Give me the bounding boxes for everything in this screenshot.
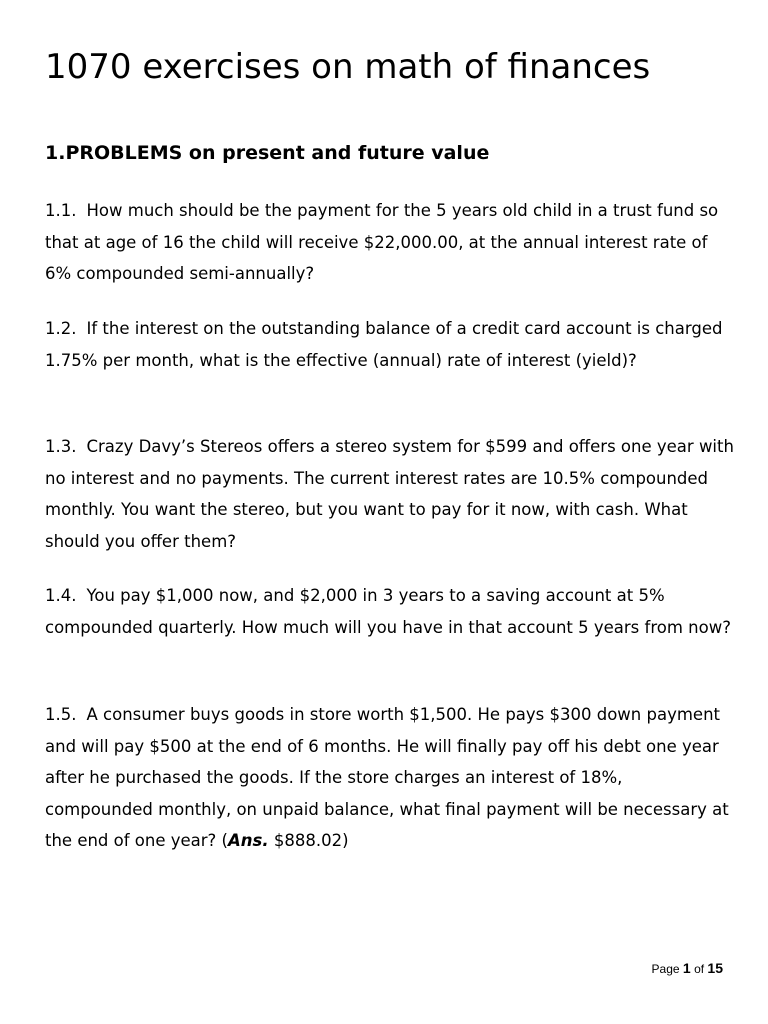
problem-number: 1.5. (45, 705, 77, 724)
problem-text: You pay $1,000 now, and $2,000 in 3 years to a saving account at 5% compounded quarterly. How much will you have in that account 5 years from now? (45, 586, 731, 637)
problem-1-5 (45, 699, 735, 857)
problem-text: If the interest on the outstanding balance of a credit card account is charged 1.75% per month, what is the effective (annual) rate of interest (yield)? (45, 319, 723, 370)
answer-value: $888.02) (268, 831, 349, 850)
current-page-number: 1 (682, 960, 691, 976)
problem-number: 1.1. (45, 201, 77, 220)
problem-text: How much should be the payment for the 5 years old child in a trust fund so that at age of 16 the child will receive $22,000.00, at the annual interest rate of 6% compounded semi-annually? (45, 201, 719, 283)
problem-number: 1.2. (45, 319, 77, 338)
problem-number: 1.3. (45, 437, 77, 456)
document-title: 1070 exercises on math of finances (45, 47, 651, 87)
problem-text: Crazy Davy’s Stereos offers a stereo system for $599 and offers one year with no interest and no payments. The current interest rates are 10.5% compounded monthly. You want the stereo, but you want to pay for it now, with cash. What should you offer them? (45, 437, 734, 551)
answer-label: Ans. (228, 831, 269, 850)
page-word: Page (651, 962, 680, 976)
of-word: of (694, 962, 705, 976)
total-pages-number: 15 (707, 960, 723, 976)
section-heading: 1.PROBLEMS on present and future value (45, 142, 490, 164)
problem-number: 1.4. (45, 586, 77, 605)
problem-text: A consumer buys goods in store worth $1,500. He pays $300 down payment and will pay $500 at the end of 6 months. He will finally pay off his debt one year after he purchased the goods. If the store charges an interest of 18%, compounded monthly, on unpaid balance, what final payment will be necessary at the end of one year? ( (45, 705, 729, 850)
problem-1-4 (45, 580, 735, 643)
problem-1-3 (45, 431, 735, 557)
problem-1-2 (45, 313, 735, 376)
page-number-footer (652, 958, 723, 979)
problem-1-1 (45, 195, 735, 290)
